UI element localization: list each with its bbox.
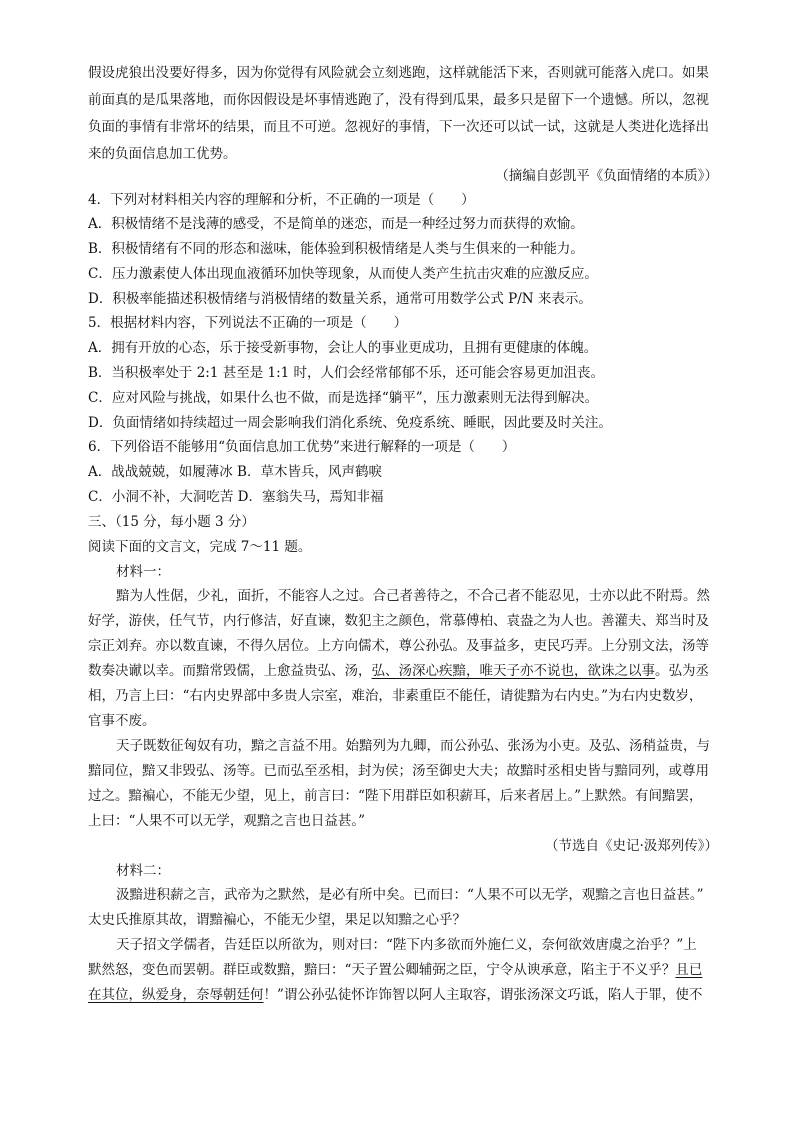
q4-option-d: D．积极率能描述积极情绪与消极情绪的数量关系，通常可用数学公式 P/N 来表示。 bbox=[88, 291, 592, 307]
q6-options-cd: C．小洞不补，大洞吃苦 D．塞翁失马，焉知非福 bbox=[88, 489, 384, 505]
passage-line: 过之。黯褊心，不能无少望，见上，前言曰：“陛下用群臣如积薪耳，后来者居上。”上默然。有间黯罢， bbox=[88, 788, 703, 804]
q4-option-c: C．压力激素使人体出现血液循环加快等现象，从而使人类产生抗击灾难的应激反应。 bbox=[88, 266, 598, 282]
passage-line: 黯为人性倨，少礼，面折，不能容人之过。合己者善待之，不合己者不能忍见，士亦以此不附焉。然 bbox=[116, 588, 710, 604]
q5-option-d: D．负面情绪如持续超过一周会影响我们消化系统、免疫系统、睡眠，因此要及时关注。 bbox=[88, 415, 612, 431]
paragraph-line: 负面的事情有非常坏的结果，而且不可逆。忽视好的事情，下一次还可以试一试，这就是人类进化选择出 bbox=[88, 119, 709, 135]
q5-option-a: A．拥有开放的心态，乐于接受新事物，会让人的事业更成功，且拥有更健康的体魄。 bbox=[88, 340, 598, 356]
q4-option-b: B．积极情绪有不同的形态和滋味，能体验到积极情绪是人类与生俱来的一种能力。 bbox=[88, 241, 584, 257]
passage-line: 好学，游侠，任气节，内行修洁，好直谏，数犯主之颜色，常慕傅柏、袁盎之为人也。善灌夫、郑当时及 bbox=[88, 613, 709, 629]
passage-line: 天子既数征匈奴有功，黯之言益不用。始黯列为九卿，而公孙弘、张汤为小吏。及弘、汤稍益贵，与 bbox=[116, 738, 710, 754]
paragraph-line: 来的负面信息加工优势。 bbox=[88, 146, 237, 162]
underlined-sentence: 在其位，纵爱身，奈辱朝廷何 bbox=[88, 987, 264, 1003]
section-title: 三、（15 分，每小题 3 分） bbox=[88, 514, 255, 530]
passage-line bbox=[88, 986, 718, 1004]
passage-line bbox=[88, 662, 718, 680]
q5-option-c: C．应对风险与挑战，如果什么也不做，而是选择“躺平”，压力激素则无法得到解决。 bbox=[88, 390, 599, 406]
material-1-label: 材料一： bbox=[116, 564, 170, 580]
passage-text: 默然怒，变色而罢朝。群臣或数黯，黯曰：“天子置公卿辅弼之臣，宁令从谀承意，陷主于不义乎？ bbox=[88, 962, 676, 978]
passage-line: 黯同位，黯又非毁弘、汤等。已而弘至丞相，封为侯；汤至御史大夫；故黯时丞相史皆与黯同列，或尊用 bbox=[88, 763, 709, 779]
question-5-stem: 5．根据材料内容，下列说法不正确的一项是（ ） bbox=[88, 315, 408, 331]
passage-line: 太史氏推原其故，谓黯褊心，不能无少望，果足以知黯之心乎？ bbox=[88, 912, 466, 928]
passage-text: 数奏决谳以幸。而黯常毁儒，上愈益贵弘、汤， bbox=[88, 663, 372, 679]
q4-stem-char: 正 bbox=[339, 192, 354, 208]
question-4-stem bbox=[88, 191, 718, 209]
source-citation: （节选自《史记·汲郑列传》） bbox=[544, 838, 718, 854]
passage-line: 天子招文学儒者，告廷臣以所欲为，则对曰：“陛下内多欲而外施仁义，奈何欲效唐虞之治乎？”上 bbox=[116, 937, 697, 953]
passage-text: 。弘为丞 bbox=[655, 663, 709, 679]
paragraph-line: 前面真的是瓜果落地，而你因假设是坏事情逃跑了，没有得到瓜果，最多只是留下一个遗憾。所以，忽视 bbox=[88, 92, 709, 108]
q4-stem-char: 确 bbox=[353, 192, 367, 208]
q4-stem-after: 的一项是（ ） bbox=[366, 192, 475, 208]
emphasis-dot-char: 不 bbox=[326, 192, 340, 208]
passage-text: ！”谓公孙弘徒怀诈饰智以阿人主取容，谓张汤深文巧诋，陷人于罪，使不 bbox=[263, 987, 703, 1003]
passage-line: 相，乃言上曰：“右内史界部中多贵人宗室，难治，非素重臣不能任，请徙黯为右内史。”为右内史数岁， bbox=[88, 688, 703, 704]
underlined-sentence: 弘、汤深心疾黯，唯天子亦不说也，欲诛之以事 bbox=[371, 663, 655, 679]
paragraph-line: 假设虎狼出没要好得多，因为你觉得有风险就会立刻逃跑，这样就能活下来，否则就可能落入虎口。如果 bbox=[88, 65, 709, 81]
q4-option-a: A．积极情绪不是浅薄的感受，不是简单的迷恋，而是一种经过努力而获得的欢愉。 bbox=[88, 216, 584, 232]
q5-option-b: B．当积极率处于 2:1 甚至是 1:1 时，人们会经常郁郁不乐，还可能会容易更加沮丧。 bbox=[88, 365, 605, 381]
passage-line: 官事不废。 bbox=[88, 713, 156, 729]
section-instruction: 阅读下面的文言文，完成 7～11 题。 bbox=[88, 539, 312, 555]
question-6-stem: 6．下列俗语不能够用“负面信息加工优势”来进行解释的一项是（ ） bbox=[88, 439, 516, 455]
passage-line: 上曰：“人果不可以无学，观黯之言也日益甚。” bbox=[88, 813, 366, 829]
q4-stem-before: 4．下列对材料相关内容的理解和分析， bbox=[88, 192, 327, 208]
material-2-label: 材料二： bbox=[116, 863, 170, 879]
passage-line bbox=[88, 961, 718, 979]
source-citation: （摘编自彭凯平《负面情绪的本质》） bbox=[495, 168, 718, 184]
q6-options-ab: A．战战兢兢，如履薄冰 B．草木皆兵，风声鹤唳 bbox=[88, 464, 382, 480]
underlined-sentence: 且已 bbox=[675, 962, 703, 978]
passage-line: 宗正刘弃。亦以数直谏，不得久居位。上方向儒术，尊公孙弘。及事益多，吏民巧弄。上分别文法，汤等 bbox=[88, 638, 709, 654]
passage-line: 汲黯进积薪之言，武帝为之默然，是必有所中矣。已而曰：“人果不可以无学，观黯之言也日益甚。” bbox=[116, 887, 704, 903]
